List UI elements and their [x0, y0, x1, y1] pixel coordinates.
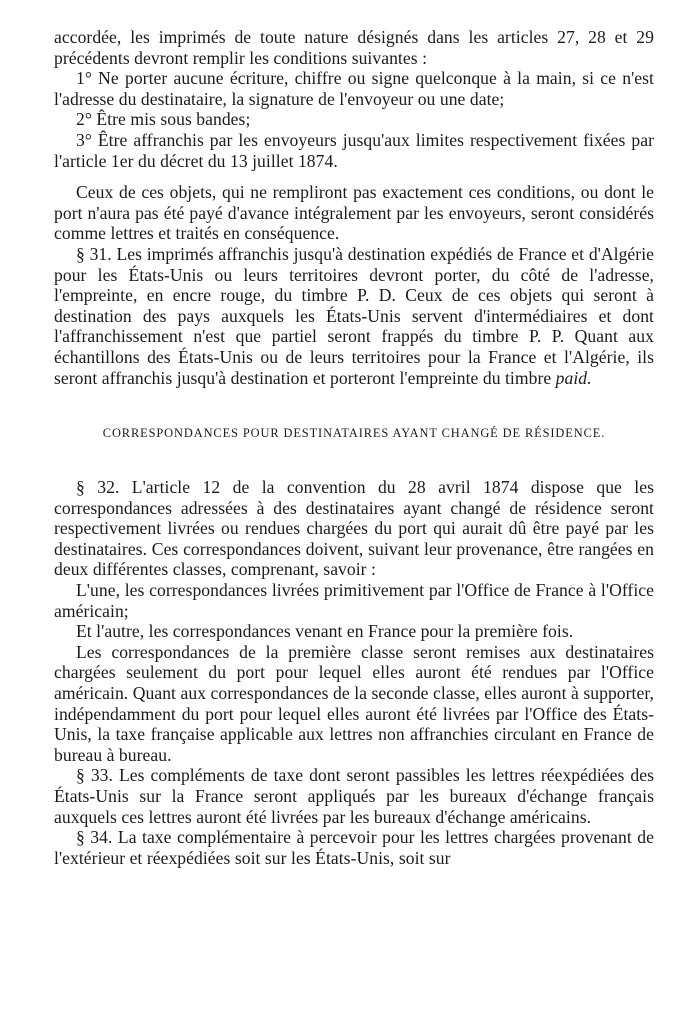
paragraph-autre: Et l'autre, les correspondances venant en France pour la première fois.	[76, 621, 574, 642]
paragraph-conditions-intro: accordée, les imprimés de toute nature désignés dans les articles 27, 28 et 29 précédents devront remplir les conditions suivantes :	[54, 27, 654, 68]
paragraph-objects: Ceux de ces objets, qui ne rempliront pas exactement ces conditions, ou dont le port n'aura pas été payé d'avance intégralement par les envoyeurs, seront considérés comme lettres et traités en conséquence.	[54, 182, 654, 244]
document-page	[54, 27, 654, 868]
paragraph-34: § 34. La taxe complémentaire à percevoir pour les lettres chargées provenant de l'extérieur et réexpédiées soit sur les États-Unis, soit sur	[54, 827, 654, 868]
paragraph-31-italic: paid.	[555, 367, 592, 388]
paragraph-condition-1: 1° Ne porter aucune écriture, chiffre ou signe quelconque à la main, si ce n'est l'adresse du destinataire, la signature de l'envoyeur ou une date;	[54, 68, 654, 109]
paragraph-condition-2: 2° Être mis sous bandes;	[76, 109, 251, 130]
paragraph-premiere-classe: Les correspondances de la première classe seront remises aux destinataires chargées seulement du port pour lequel elles auront été rendues par l'Office américain. Quant aux correspondances de la seconde classe, elles auront à supporter, indépendamment du port pour lequel elles auront été livrées par l'Office des États-Unis, la taxe française applicable aux lettres non affranchies circulant en France de bureau à bureau.	[54, 641, 654, 765]
paragraph-31	[54, 244, 654, 388]
paragraph-33: § 33. Les compléments de taxe dont seront passibles les lettres réexpédiées des États-Unis sur la France seront appliqués par les bureaux d'échange français auxquels ces lettres auront été livrées par les bureaux d'échange américains.	[54, 765, 654, 827]
paragraph-une: L'une, les correspondances livrées primitivement par l'Office de France à l'Office américain;	[54, 580, 654, 621]
paragraph-31-text: § 31. Les imprimés affranchis jusqu'à destination expédiés de France et d'Algérie pour les États-Unis ou leurs territoires devront porter, du côté de l'adresse, l'empreinte, en encre rouge, du timbre P. D. Ceux de ces objets qui seront à destination des pays auxquels les États-Unis servent d'intermédiaires et dont l'affranchissement n'est que partiel seront frappés du timbre P. P. Quant aux échantillons des États-Unis ou de leurs territoires pour la France et l'Algérie, ils seront affranchis jusqu'à destination et porteront l'empreinte du timbre	[54, 243, 654, 388]
paragraph-condition-3: 3° Être affranchis par les envoyeurs jusqu'aux limites respectivement fixées par l'article 1er du décret du 13 juillet 1874.	[54, 129, 654, 171]
paragraph-32: § 32. L'article 12 de la convention du 28 avril 1874 dispose que les correspondances adressées à des destinataires ayant changé de résidence seront respectivement livrées ou rendues chargées du port qui aurait dû être payé par les destinataires. Ces correspondances doivent, suivant leur provenance, être rangées en deux différentes classes, comprenant, savoir :	[54, 477, 654, 580]
section-title: CORRESPONDANCES POUR DESTINATAIRES AYANT CHANGÉ DE RÉSIDENCE.	[102, 426, 606, 441]
